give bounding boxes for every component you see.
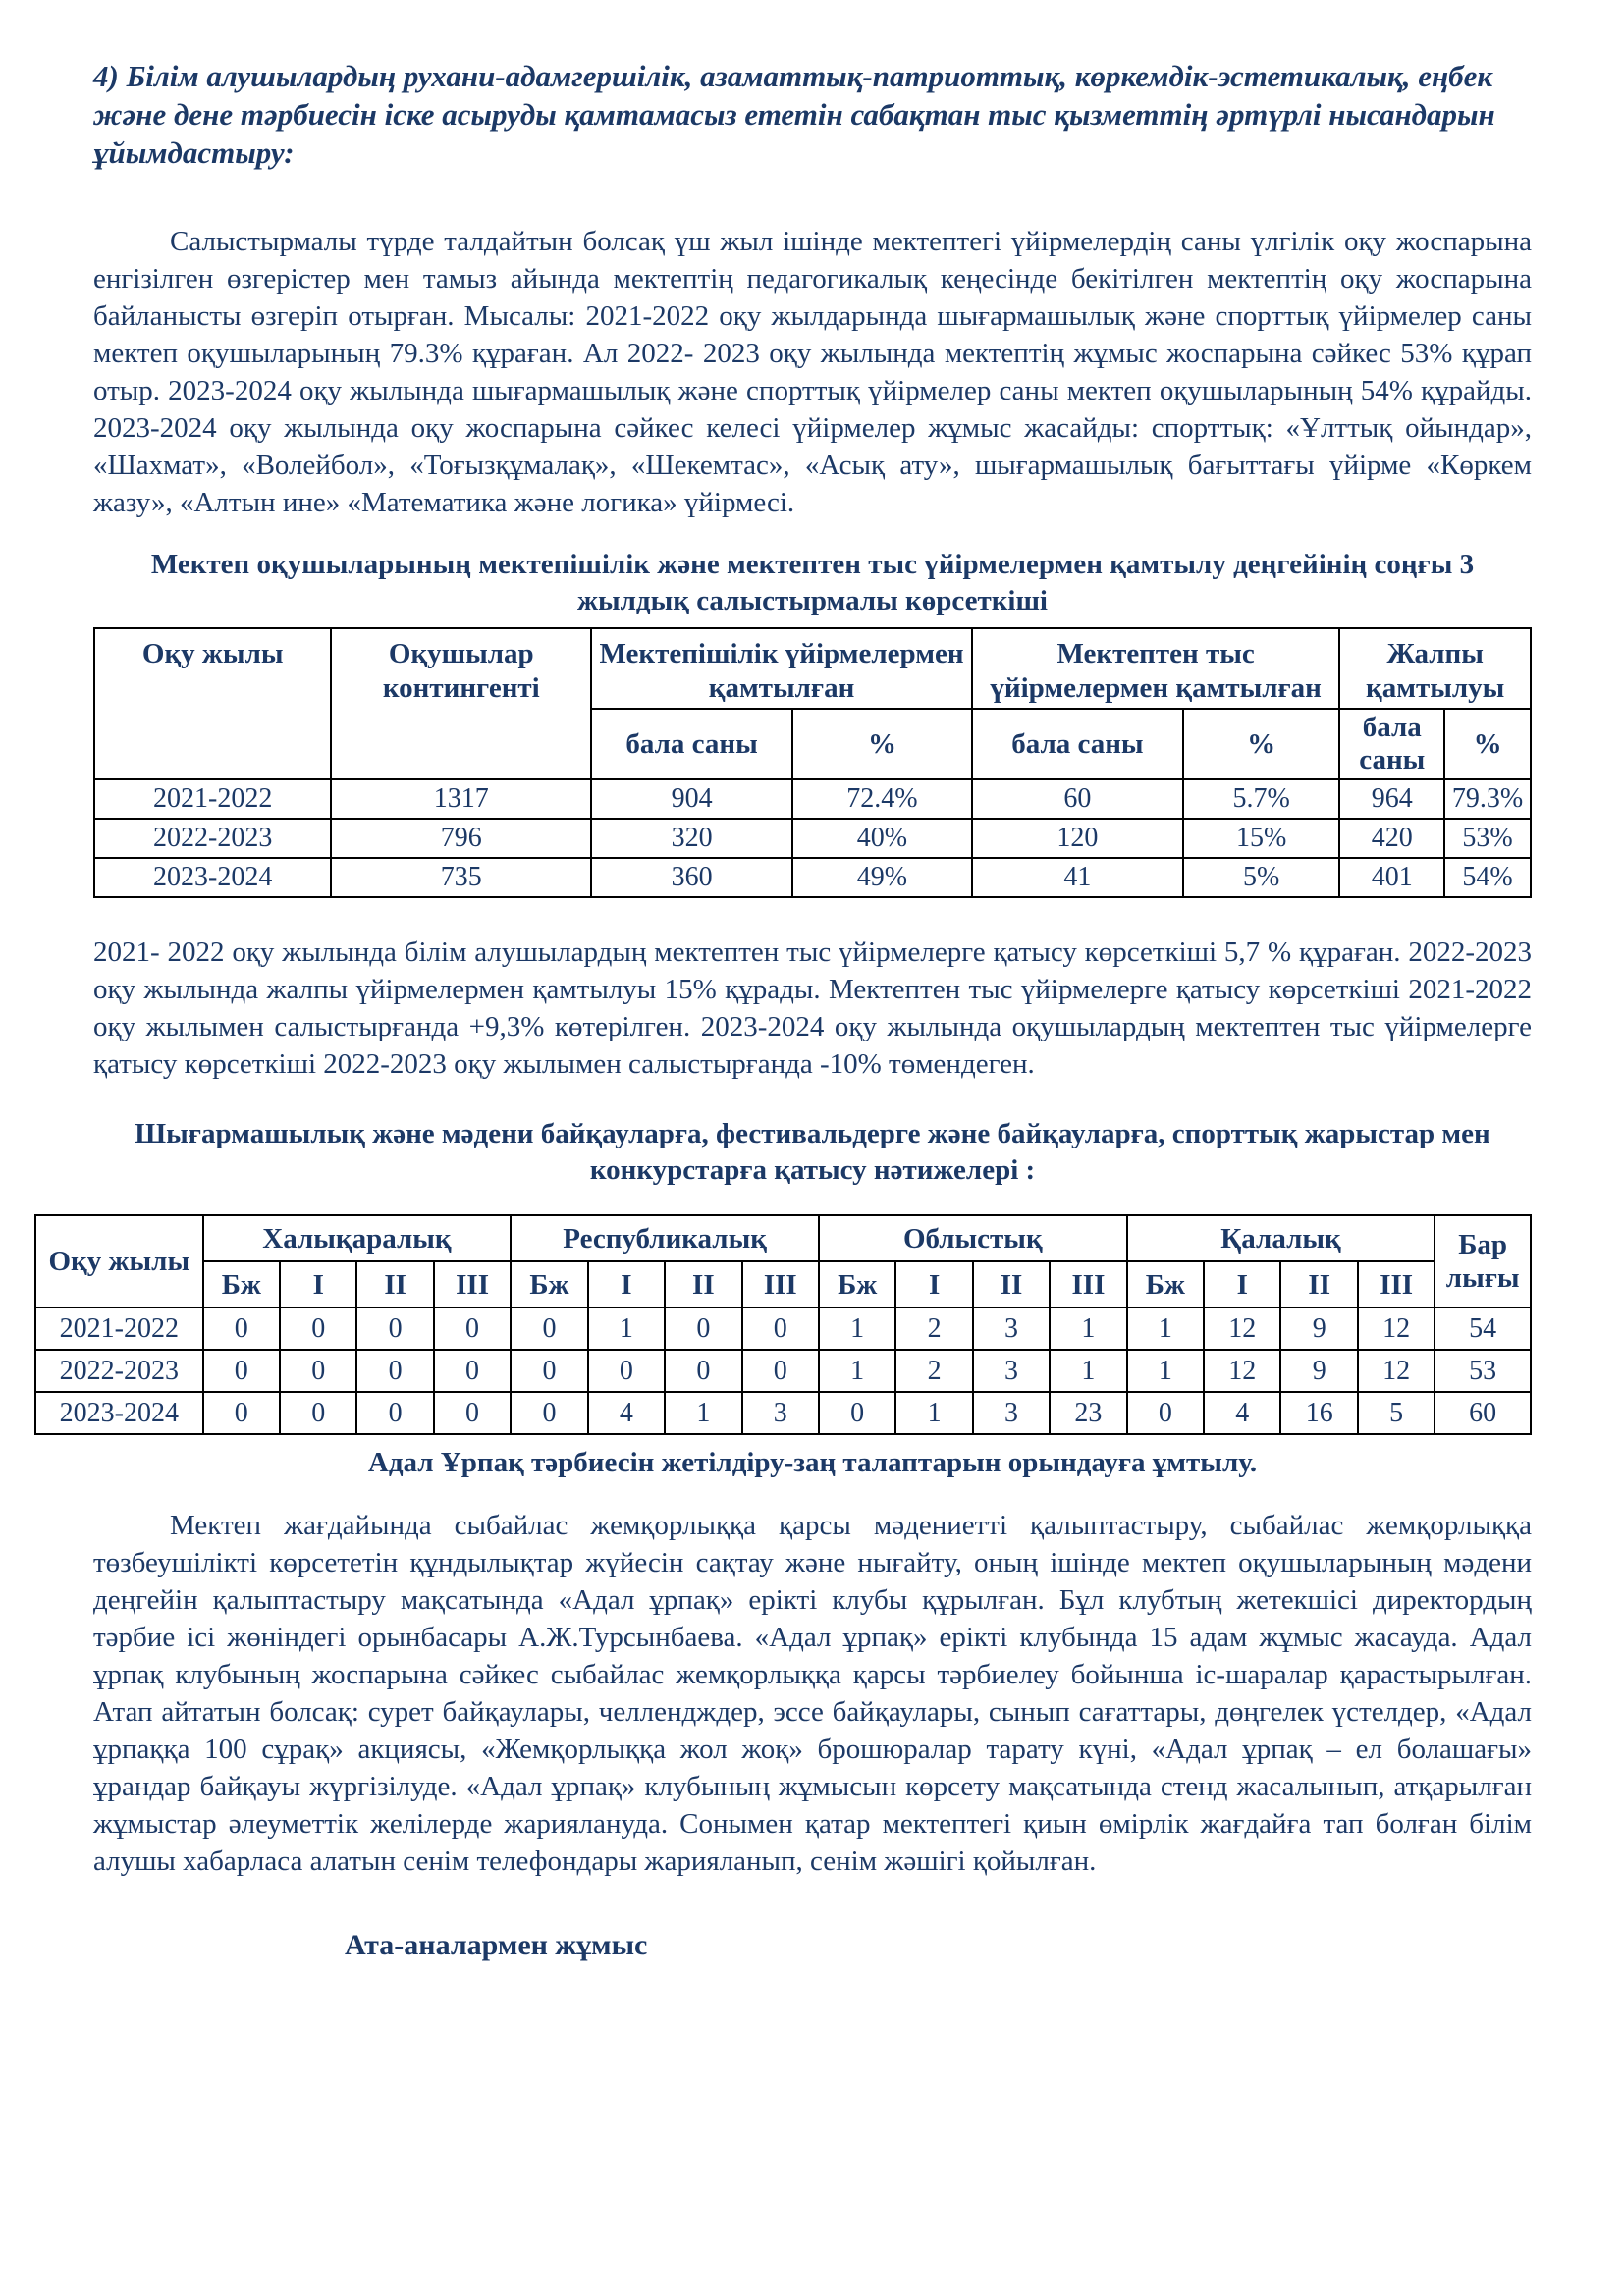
- total-cell: 53: [1435, 1350, 1531, 1392]
- value-cell: 2: [895, 1350, 972, 1392]
- value-cell: 0: [511, 1392, 587, 1434]
- t2-subheader-place1: I: [280, 1261, 356, 1308]
- value-cell: 3: [742, 1392, 819, 1434]
- t1-header-total-group: Жалпы қамтылуы: [1339, 628, 1531, 709]
- t1-subheader-count: бала саны: [591, 709, 792, 779]
- value-cell: 0: [665, 1350, 741, 1392]
- table2-row: [35, 1308, 1531, 1350]
- value-cell: 0: [665, 1308, 741, 1350]
- value-cell: 12: [1358, 1308, 1435, 1350]
- value-cell: 12: [1204, 1350, 1280, 1392]
- t1-subheader-percent: %: [1444, 709, 1531, 779]
- t2-subheader-place3: III: [742, 1261, 819, 1308]
- value-cell: 401: [1339, 858, 1444, 897]
- value-cell: 1: [895, 1392, 972, 1434]
- t2-subheader-place2: II: [1280, 1261, 1357, 1308]
- parents-work-heading: Ата-аналармен жұмыс: [345, 1929, 648, 1961]
- value-cell: 0: [511, 1308, 587, 1350]
- value-cell: 1: [588, 1308, 665, 1350]
- t2-subheader-place2: II: [356, 1261, 433, 1308]
- t2-subheader-place2: II: [973, 1261, 1050, 1308]
- t2-subheader-place2: II: [665, 1261, 741, 1308]
- value-cell: 53%: [1444, 819, 1531, 858]
- t2-subheader-grandprix: Бж: [511, 1261, 587, 1308]
- paragraph-adal-urpaq: Мектеп жағдайында сыбайлас жемқорлыққа қарсы мәдениетті қалыптастыру, сыбайлас жемқорлыққа төзбеушілікті көрсететін құндылықтар жүйесін сақтау және нығайту, оның ішінде мектеп оқушыларының мәдени деңгейін қалыптастыру мақсатында «Адал ұрпақ» ерікті клубы құрылған. Бұл клубтың жетекшісі директордың тәрбие ісі жөніндегі орынбасары А.Ж.Турсынбаева. «Адал ұрпақ» ерікті клубында 15 адам жұмыс жасауда. Адал ұрпақ клубының жоспарына сәйкес сыбайлас жемқорлыққа қарсы тәрбиелеу бойынша іс-шаралар қарастырылған. Атап айтатын болсақ: сурет байқаулары, челлендждер, эссе байқаулары, сынып сағаттары, дөңгелек үстелдер, «Адал ұрпаққа 100 сұрақ» акциясы, «Жемқорлыққа жол жоқ» брошюралар тарату күні, «Адал ұрпақ – ел болашағы» ұрандар байқауы жүргізілуде. «Адал ұрпақ» клубының жұмысын көрсету мақсатында стенд жасалынып, атқарылған жұмыстар әлеуметтік желілерде жариялануда. Сонымен қатар мектептегі қиын өмірлік жағдайға тап болған білім алушы хабарласа алатын сенім телефондары жарияланып, сенім жәшігі қойылған.: [93, 1510, 1532, 1877]
- total-cell: 60: [1435, 1392, 1531, 1434]
- value-cell: 12: [1204, 1308, 1280, 1350]
- contingent-cell: 1317: [331, 779, 591, 819]
- value-cell: 5%: [1183, 858, 1339, 897]
- value-cell: 964: [1339, 779, 1444, 819]
- table2-heading: Шығармашылық және мәдени байқауларға, фестивальдерге және байқауларға, спорттық жарыстар мен конкурстарға қатысу нәтижелері :: [135, 1118, 1490, 1186]
- value-cell: 72.4%: [792, 779, 972, 819]
- t1-subheader-count: бала саны: [972, 709, 1183, 779]
- t2-subheader-place3: III: [434, 1261, 511, 1308]
- value-cell: 0: [203, 1392, 280, 1434]
- t2-subheader-place3: III: [1358, 1261, 1435, 1308]
- value-cell: 3: [973, 1308, 1050, 1350]
- value-cell: 904: [591, 779, 792, 819]
- value-cell: 4: [1204, 1392, 1280, 1434]
- table2-group-header-row: [35, 1215, 1531, 1261]
- t2-subheader-place1: I: [1204, 1261, 1280, 1308]
- value-cell: 40%: [792, 819, 972, 858]
- table1-row: [94, 779, 1531, 819]
- value-cell: 9: [1280, 1308, 1357, 1350]
- section-heading: 4) Білім алушылардың рухани-адамгершілік, азаматтық-патриоттық, көркемдік-эстетикалық, еңбек және дене тәрбиесін іске асыруды қамтамасыз ететін сабақтан тыс қызметтің әртүрлі нысандарын ұйымдастыру:: [93, 59, 1495, 170]
- value-cell: 0: [588, 1350, 665, 1392]
- value-cell: 1: [1127, 1308, 1204, 1350]
- year-cell: 2021-2022: [94, 779, 331, 819]
- contest-results-table: [34, 1214, 1532, 1435]
- t2-header-international: Халықаралық: [203, 1215, 512, 1261]
- value-cell: 60: [972, 779, 1183, 819]
- value-cell: 0: [742, 1308, 819, 1350]
- value-cell: 0: [434, 1392, 511, 1434]
- t2-subheader-place3: III: [1050, 1261, 1126, 1308]
- t1-header-inner-group: Мектепішілік үйірмелермен қамтылған: [591, 628, 972, 709]
- value-cell: 0: [819, 1392, 895, 1434]
- value-cell: 4: [588, 1392, 665, 1434]
- value-cell: 5.7%: [1183, 779, 1339, 819]
- table2-row: [35, 1392, 1531, 1434]
- value-cell: 1: [1050, 1308, 1126, 1350]
- value-cell: 3: [973, 1350, 1050, 1392]
- value-cell: 0: [434, 1308, 511, 1350]
- t2-subheader-place1: I: [895, 1261, 972, 1308]
- value-cell: 120: [972, 819, 1183, 858]
- value-cell: 0: [356, 1350, 433, 1392]
- value-cell: 360: [591, 858, 792, 897]
- value-cell: 16: [1280, 1392, 1357, 1434]
- contingent-cell: 735: [331, 858, 591, 897]
- table2-row: [35, 1350, 1531, 1392]
- value-cell: 49%: [792, 858, 972, 897]
- contingent-cell: 796: [331, 819, 591, 858]
- paragraph-coverage-dynamics: 2021- 2022 оқу жылында білім алушылардың мектептен тыс үйірмелерге қатысу көрсеткіші 5,7 % құраған. 2022-2023 оқу жылында жалпы үйірмелермен қамтылуы 15% құрады. Мектептен тыс үйірмелерге қатысу көрсеткіші 2021-2022 оқу жылымен салыстырғанда +9,3% көтерілген. 2023-2024 оқу жылында оқушылардың мектептен тыс үйірмелерге қатысу көрсеткіші 2022-2023 оқу жылымен салыстырғанда -10% төмендеген.: [93, 936, 1532, 1080]
- year-cell: 2022-2023: [35, 1350, 203, 1392]
- t2-subheader-grandprix: Бж: [1127, 1261, 1204, 1308]
- value-cell: 9: [1280, 1350, 1357, 1392]
- value-cell: 41: [972, 858, 1183, 897]
- value-cell: 12: [1358, 1350, 1435, 1392]
- table1-row: [94, 858, 1531, 897]
- value-cell: 1: [665, 1392, 741, 1434]
- year-cell: 2023-2024: [94, 858, 331, 897]
- value-cell: 0: [1127, 1392, 1204, 1434]
- t2-header-city: Қалалық: [1127, 1215, 1435, 1261]
- table2-sub-header-row: [35, 1261, 1531, 1308]
- value-cell: 5: [1358, 1392, 1435, 1434]
- value-cell: 1: [819, 1350, 895, 1392]
- clubs-coverage-table: [93, 627, 1532, 898]
- value-cell: 15%: [1183, 819, 1339, 858]
- t1-header-contingent: Оқушылар контингенті: [331, 628, 591, 779]
- value-cell: 0: [280, 1308, 356, 1350]
- value-cell: 0: [356, 1308, 433, 1350]
- t1-subheader-count: бала саны: [1339, 709, 1444, 779]
- t2-header-year: Оқу жылы: [35, 1215, 203, 1308]
- t2-header-total: Бар лығы: [1435, 1215, 1531, 1308]
- value-cell: 0: [280, 1392, 356, 1434]
- total-cell: 54: [1435, 1308, 1531, 1350]
- value-cell: 1: [819, 1308, 895, 1350]
- t1-subheader-percent: %: [1183, 709, 1339, 779]
- paragraph-clubs-analysis: Салыстырмалы түрде талдайтын болсақ үш жыл ішінде мектептегі үйірмелердің саны үлгілік оқу жоспарына енгізілген өзгерістер мен тамыз айында мектептің педагогикалық кеңесінде бекітілген мектептің оқу жоспарына байланысты өзгеріп отырған. Мысалы: 2021-2022 оқу жылдарында шығармашылық және спорттық үйірмелер саны мектеп оқушыларының 79.3% құраған. Ал 2022- 2023 оқу жылында мектептің жұмыс жоспарына сәйкес 53% құрап отыр. 2023-2024 оқу жылында шығармашылық және спорттық үйірмелер саны мектеп оқушыларының 54% құрайды. 2023-2024 оқу жылында оқу жоспарына сәйкес келесі үйірмелер жұмыс жасайды: спорттық: «Ұлттық ойындар», «Шахмат», «Волейбол», «Тоғызқұмалақ», «Шекемтас», «Асық ату», шығармашылық бағыттағы үйірме «Көркем жазу», «Алтын ине» «Математика және логика» үйірмесі.: [93, 226, 1532, 518]
- value-cell: 1: [1127, 1350, 1204, 1392]
- value-cell: 0: [280, 1350, 356, 1392]
- table1-row: [94, 819, 1531, 858]
- value-cell: 79.3%: [1444, 779, 1531, 819]
- value-cell: 0: [203, 1308, 280, 1350]
- value-cell: 0: [203, 1350, 280, 1392]
- value-cell: 3: [973, 1392, 1050, 1434]
- t2-subheader-grandprix: Бж: [203, 1261, 280, 1308]
- value-cell: 420: [1339, 819, 1444, 858]
- t2-subheader-place1: I: [588, 1261, 665, 1308]
- table1-group-header-row: [94, 628, 1531, 709]
- t1-header-year: Оқу жылы: [94, 628, 331, 779]
- year-cell: 2022-2023: [94, 819, 331, 858]
- t1-header-outer-group: Мектептен тыс үйірмелермен қамтылған: [972, 628, 1340, 709]
- year-cell: 2021-2022: [35, 1308, 203, 1350]
- t2-header-republican: Республикалық: [511, 1215, 819, 1261]
- value-cell: 23: [1050, 1392, 1126, 1434]
- value-cell: 2: [895, 1308, 972, 1350]
- table1-title: Мектеп оқушыларының мектепішілік және мектептен тыс үйірмелермен қамтылу деңгейінің соңғы 3 жылдық салыстырмалы көрсеткіші: [150, 549, 1475, 616]
- value-cell: 320: [591, 819, 792, 858]
- value-cell: 0: [356, 1392, 433, 1434]
- t1-subheader-percent: %: [792, 709, 972, 779]
- value-cell: 1: [1050, 1350, 1126, 1392]
- adal-urpaq-heading: Адал Ұрпақ тәрбиесін жетілдіру-заң талаптарын орындауға ұмтылу.: [367, 1447, 1258, 1478]
- year-cell: 2023-2024: [35, 1392, 203, 1434]
- t2-header-regional: Облыстық: [819, 1215, 1127, 1261]
- value-cell: 0: [511, 1350, 587, 1392]
- t2-subheader-grandprix: Бж: [819, 1261, 895, 1308]
- value-cell: 0: [742, 1350, 819, 1392]
- value-cell: 0: [434, 1350, 511, 1392]
- value-cell: 54%: [1444, 858, 1531, 897]
